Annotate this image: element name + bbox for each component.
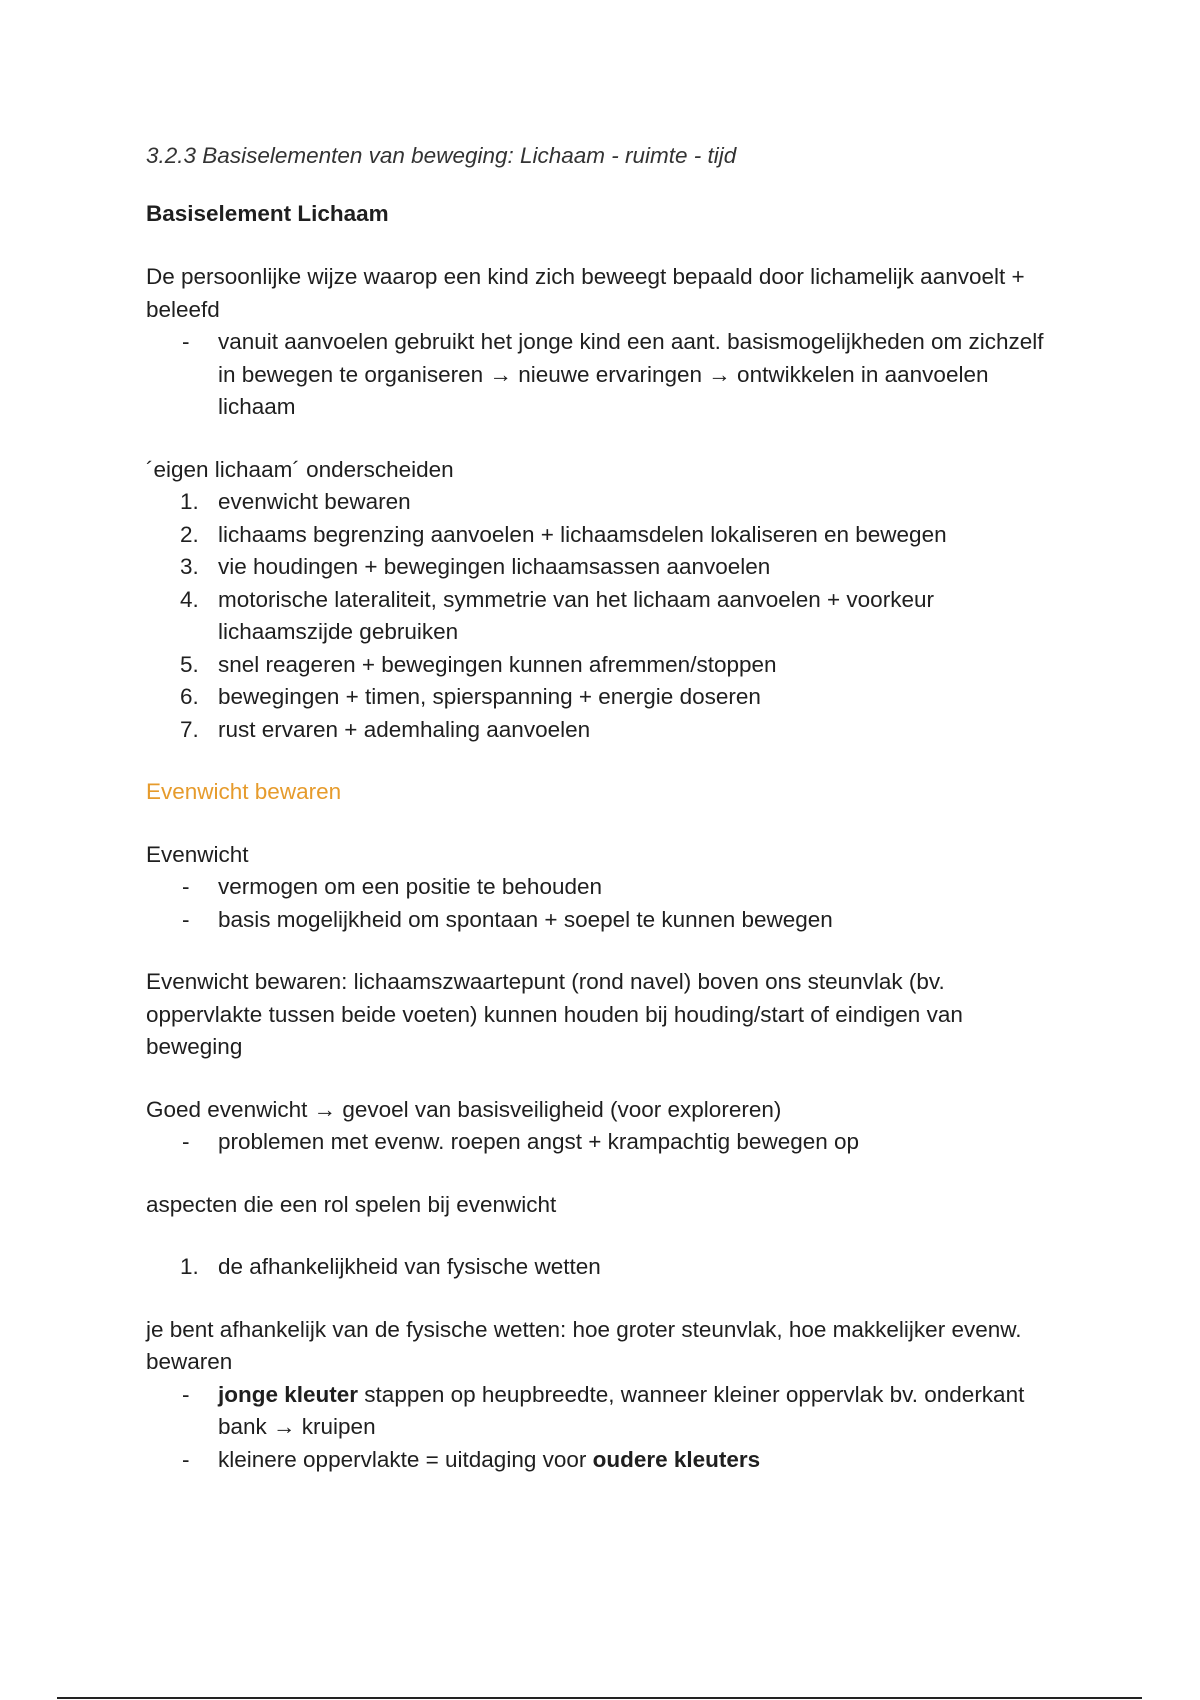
list-number: 7. bbox=[180, 716, 199, 742]
list-item bbox=[146, 904, 1046, 937]
list-item bbox=[146, 326, 1046, 424]
aspecten-title: aspecten die een rol spelen bij evenwicht bbox=[146, 1191, 557, 1217]
list-item-text: motorische lateraliteit, symmetrie van het lichaam aanvoelen + voorkeur lichaamszijde gebruiken bbox=[218, 586, 934, 644]
list-item bbox=[146, 584, 1046, 649]
eigen-lichaam-list bbox=[146, 486, 1046, 746]
list-number: 5. bbox=[180, 651, 199, 677]
dash-marker: - bbox=[182, 906, 190, 932]
list-number: 1. bbox=[180, 489, 199, 514]
intro-paragraph: De persoonlijke wijze waarop een kind zich beweegt bepaald door lichamelijk aanvoelt + beleefd bbox=[146, 264, 1025, 322]
list-item bbox=[146, 486, 1046, 519]
dash-marker: - bbox=[182, 329, 190, 354]
list-number: 6. bbox=[180, 684, 199, 709]
list-item-text: lichaams begrenzing aanvoelen + lichaamsdelen lokaliseren en bewegen bbox=[218, 521, 947, 547]
list-item bbox=[146, 1126, 1046, 1159]
evenwicht-title: Evenwicht bbox=[146, 841, 249, 867]
bold-term: oudere kleuters bbox=[592, 1446, 761, 1472]
dash-marker: - bbox=[182, 1381, 190, 1407]
list-item bbox=[146, 1251, 1046, 1284]
list-item-text: snel reageren + bewegingen kunnen afremmen/stoppen bbox=[218, 651, 777, 677]
list-item-text: problemen met evenw. roepen angst + krampachtig bewegen op bbox=[218, 1129, 860, 1154]
list-item bbox=[146, 551, 1046, 584]
section-heading-evenwicht: Evenwicht bewaren bbox=[146, 779, 342, 804]
list-item-text: bewegingen + timen, spierspanning + energie doseren bbox=[218, 684, 761, 709]
dash-marker: - bbox=[182, 1446, 190, 1472]
aspecten-list bbox=[146, 1251, 1046, 1284]
section-subtitle: 3.2.3 Basiselementen van beweging: Lichaam - ruimte - tijd bbox=[146, 143, 737, 168]
list-number: 1. bbox=[180, 1254, 199, 1279]
page-heading: Basiselement Lichaam bbox=[146, 200, 389, 226]
list-item bbox=[146, 681, 1046, 714]
list-item bbox=[146, 714, 1046, 747]
list-item-text: vanuit aanvoelen gebruikt het jonge kind een aant. basismogelijkheden om zichzelf in bewegen te organiseren → nieuwe ervaringen → ontwikkelen in aanvoelen lichaam bbox=[218, 329, 1044, 419]
list-number: 3. bbox=[180, 554, 199, 579]
list-number: 2. bbox=[180, 521, 199, 547]
bold-term: jonge kleuter bbox=[218, 1381, 359, 1407]
evenwicht-bullet-list bbox=[146, 871, 1046, 936]
list-item-text: vermogen om een positie te behouden bbox=[218, 874, 603, 899]
document-page bbox=[146, 140, 1046, 1476]
evenwicht-bewaren-paragraph: Evenwicht bewaren: lichaamszwaartepunt (rond navel) boven ons steunvlak (bv. oppervlakte tussen beide voeten) kunnen houden bij houding/start of eindigen van beweging bbox=[146, 969, 963, 1059]
eigen-lichaam-title: ´eigen lichaam´ onderscheiden bbox=[146, 456, 454, 482]
list-item bbox=[146, 1379, 1046, 1444]
intro-bullet-list bbox=[146, 326, 1046, 424]
list-item-text: rust ervaren + ademhaling aanvoelen bbox=[218, 716, 591, 742]
list-item bbox=[146, 519, 1046, 552]
list-item-text: basis mogelijkheid om spontaan + soepel te kunnen bewegen bbox=[218, 906, 833, 932]
fysische-wetten-paragraph: je bent afhankelijk van de fysische wetten: hoe groter steunvlak, hoe makkelijker evenw. bewaren bbox=[146, 1316, 1022, 1374]
page-divider bbox=[57, 1697, 1142, 1699]
list-item-text: evenwicht bewaren bbox=[218, 489, 411, 514]
list-item-text: vie houdingen + bewegingen lichaamsassen aanvoelen bbox=[218, 554, 771, 579]
list-item-text: de afhankelijkheid van fysische wetten bbox=[218, 1254, 601, 1279]
goed-evenwicht-bullet-list bbox=[146, 1126, 1046, 1159]
list-number: 4. bbox=[180, 586, 199, 612]
list-item bbox=[146, 1444, 1046, 1477]
goed-evenwicht-paragraph: Goed evenwicht → gevoel van basisveiligheid (voor exploreren) bbox=[146, 1096, 782, 1122]
list-item-text: kleinere oppervlakte = uitdaging voor bbox=[218, 1446, 593, 1472]
dash-marker: - bbox=[182, 1129, 190, 1154]
list-item bbox=[146, 649, 1046, 682]
list-item-text: stappen op heupbreedte, wanneer kleiner oppervlak bv. onderkant bank → kruipen bbox=[218, 1381, 1025, 1439]
fysische-wetten-bullet-list bbox=[146, 1379, 1046, 1477]
dash-marker: - bbox=[182, 874, 190, 899]
list-item bbox=[146, 871, 1046, 904]
